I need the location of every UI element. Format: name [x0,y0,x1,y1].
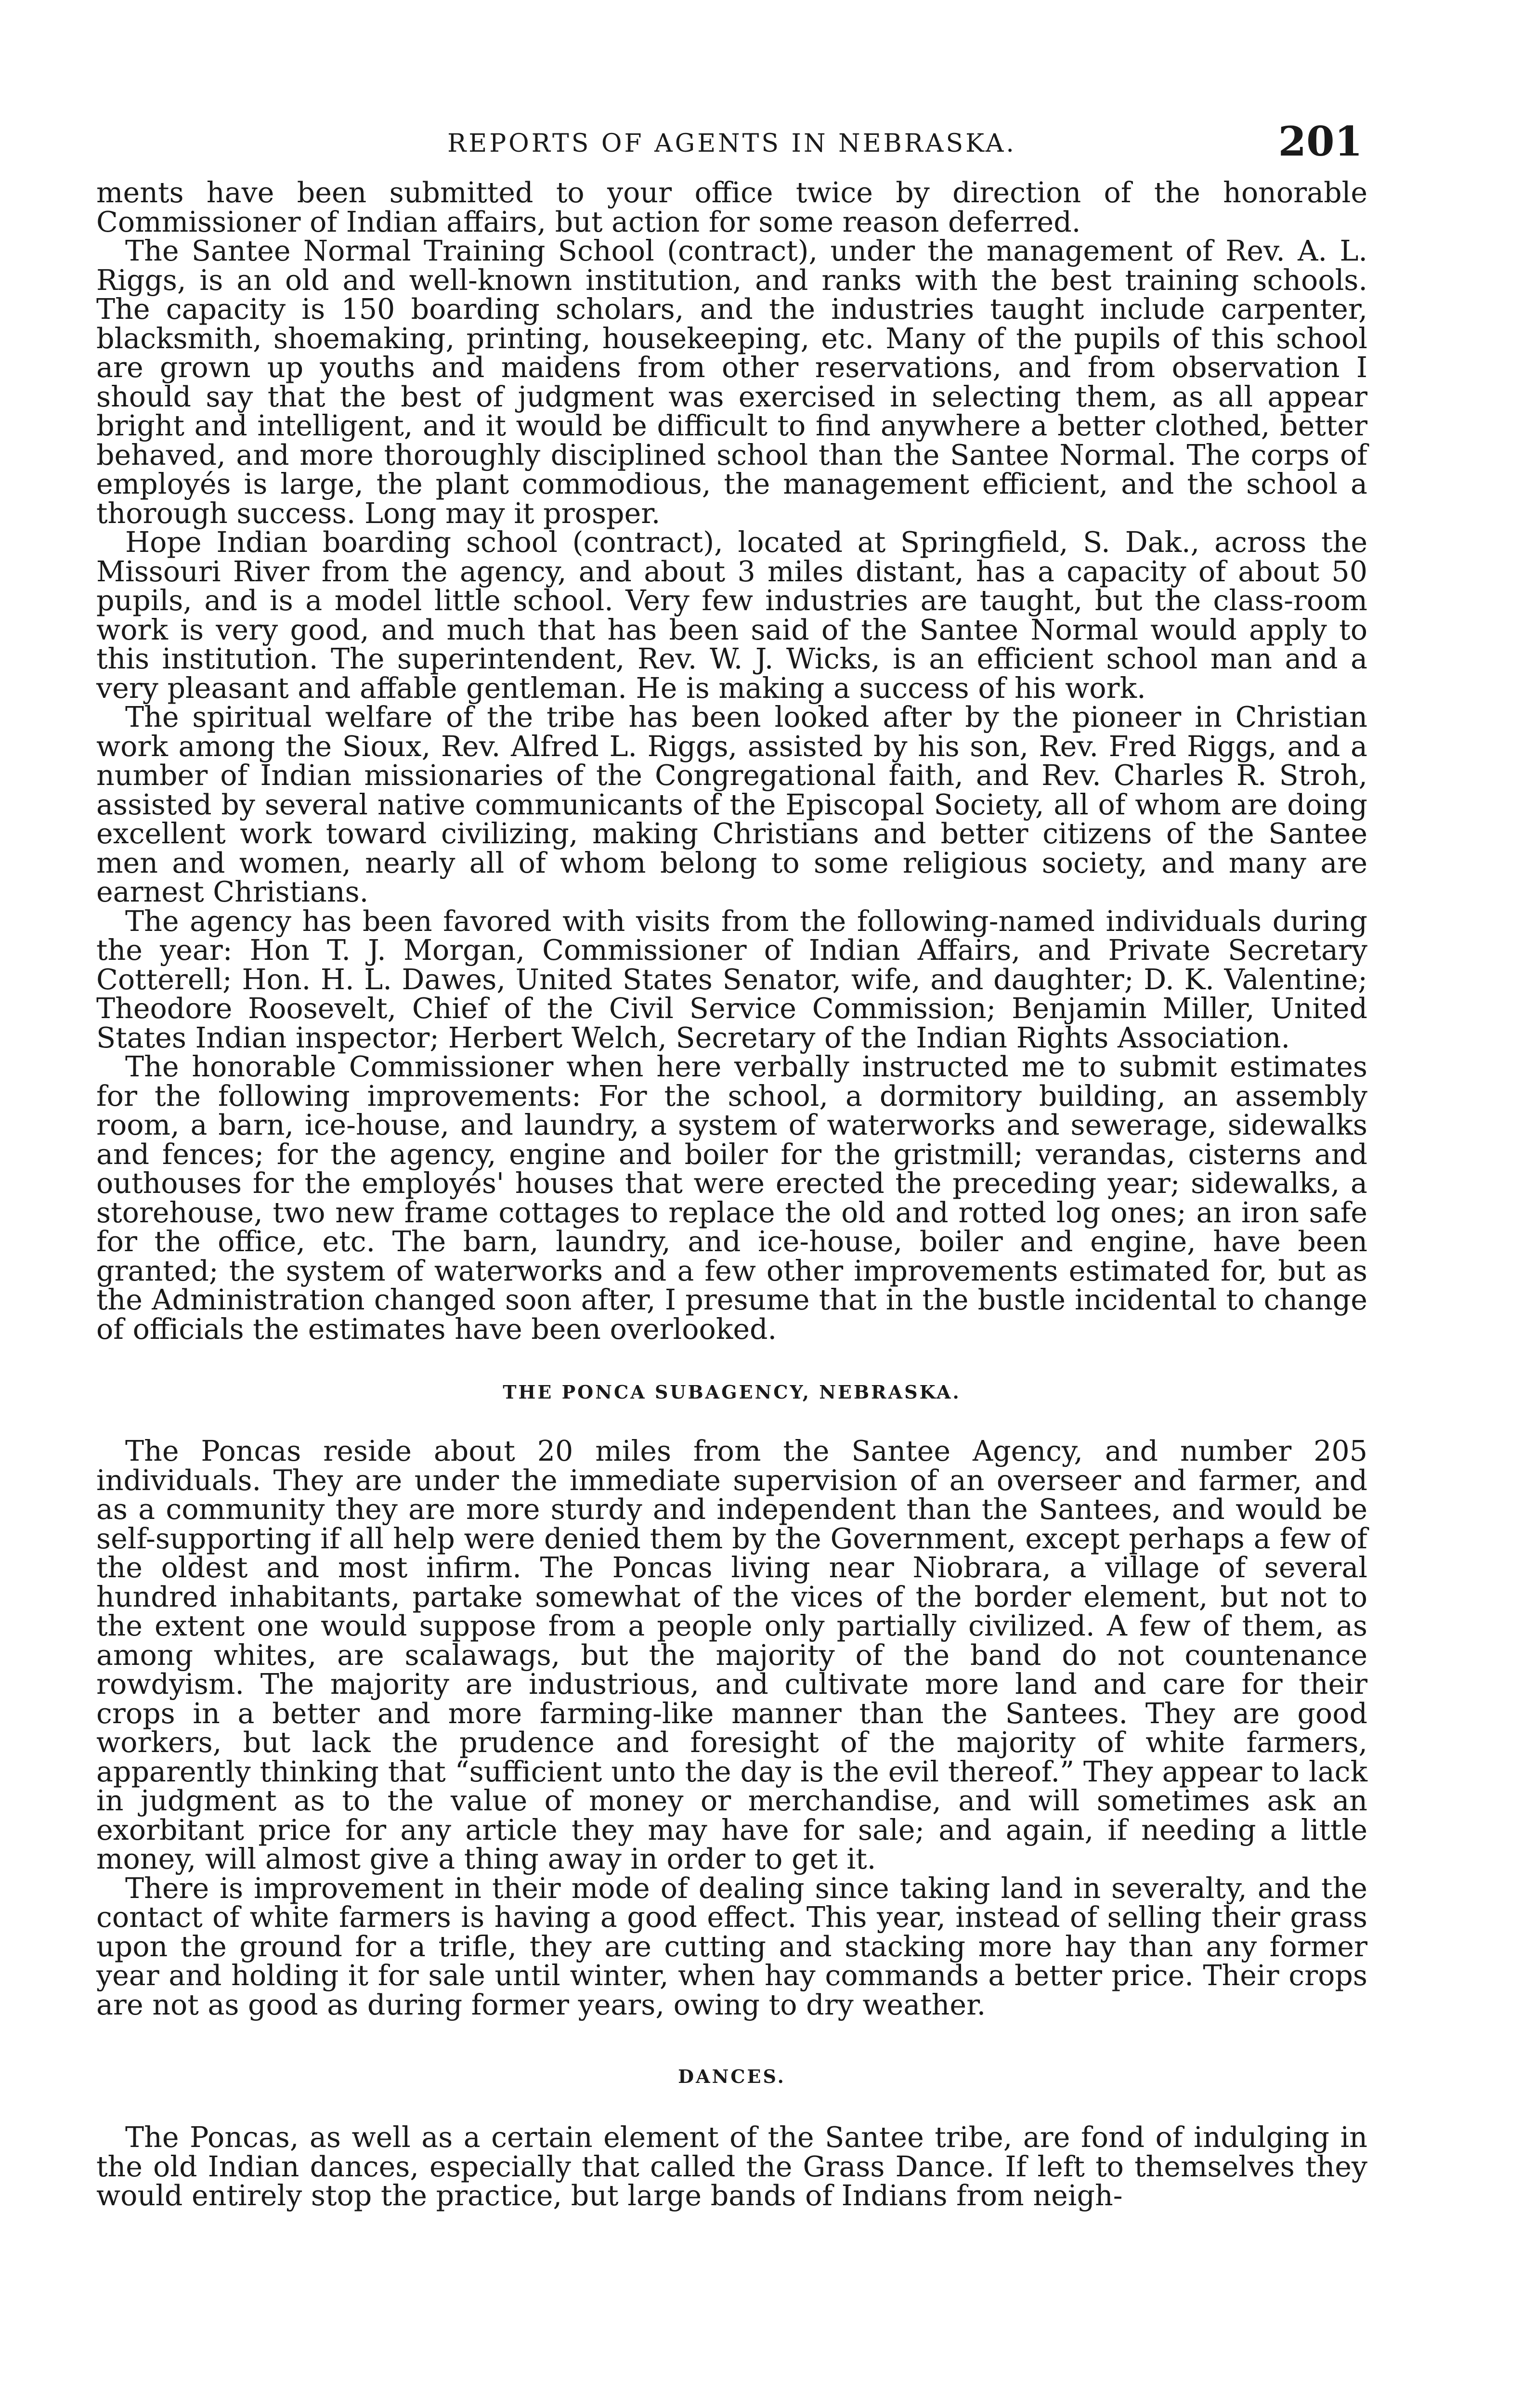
section-heading-dances: DANCES. [678,2066,786,2087]
running-title: REPORTS OF AGENTS IN NEBRASKA. [447,129,1016,158]
paragraph-visitors: The agency has been favored with visits from the following-named individuals during the year: Hon T. J. Morgan, Commissioner of Indian Affairs, and Private Secretary Cotterell; Hon. H. L. Dawes, United States Senator, wife, and daughter; D. K. Valentine; Theodore Roosevelt, Chief of the Civil Service Commission; Benjamin Miller, United States Indian inspector; Herbert Welch, Secretary of the Indian Rights Association. [96,904,1367,1054]
page-number: 201 [1278,118,1363,165]
body-text [96,178,1367,2211]
paragraph-poncas: The Poncas reside about 20 miles from the Santee Agency, and number 205 individuals. They are under the immediate supervision of an overseer and farmer, and as a community they are more sturdy and independent than the Santees, and would be self-supporting if all help were denied them by the Government, except perhaps a few of the oldest and most infirm. The Poncas living near Niobrara, a village of several hundred inhabitants, partake somewhat of the vices of the border element, but not to the extent one would suppose from a people only partially civilized. A few of them, as among whites, are scalawags, but the majority of the band do not countenance rowdyism. The majority are industrious, and cultivate more land and care for their crops in a better and more farming-like manner than the Santees. They are good workers, but lack the prudence and foresight of the majority of white farmers, apparently thinking that “sufficient unto the day is the evil thereof.” They appear to lack in judgment as to the value of money or merchandise, and will sometimes ask an exorbitant price for any article they may have for sale; and again, if needing a little money, will almost give a thing away in order to get it. [96,1435,1367,1875]
paragraph-continued: ments have been submitted to your office twice by direction of the honorable Commissioner of Indian affairs, but action for some reason deferred. [96,176,1367,238]
document-page [96,111,1367,2211]
paragraph-hope-school: Hope Indian boarding school (contract), located at Springfield, S. Dak., across the Missouri River from the agency, and about 3 miles distant, has a capacity of about 50 pupils, and is a model little school. Very few industries are taught, but the class-room work is very good, and much that has been said of the Santee Normal would apply to this institution. The superintendent, Rev. W. J. Wicks, is an efficient school man and a very pleasant and affable gentleman. He is making a success of his work. [96,526,1367,705]
paragraph-dances: The Poncas, as well as a certain element of the Santee tribe, are fond of indulging in the old Indian dances, especially that called the Grass Dance. If left to themselves they would entirely stop the practice, but large bands of Indians from neigh- [96,2121,1367,2212]
section-heading-ponca: THE PONCA SUBAGENCY, NEBRASKA. [503,1381,961,1403]
paragraph-spiritual-welfare: The spiritual welfare of the tribe has been looked after by the pioneer in Christian work among the Sioux, Rev. Alfred L. Riggs, assisted by his son, Rev. Fred Riggs, and a number of Indian missionaries of the Congregational faith, and Rev. Charles R. Stroh, assisted by several native communicants of the Episcopal Society, all of whom are doing excellent work toward civilizing, making Christians and better citizens of the Santee men and women, nearly all of whom belong to some religious society, and many are earnest Christians. [96,701,1367,908]
paragraph-improvement-dealing: There is improvement in their mode of dealing since taking land in severalty, and the contact of white farmers is having a good effect. This year, instead of selling their grass upon the ground for a trifle, they are cutting and stacking more hay than any former year and holding it for sale until winter, when hay commands a better price. Their crops are not as good as during former years, owing to dry weather. [96,1871,1367,2021]
running-head [96,111,1367,178]
paragraph-improvements: The honorable Commissioner when here verbally instructed me to submit estimates for the following improvements: For the school, a dormitory building, an assembly room, a barn, ice-house, and laundry, a system of waterworks and sewerage, sidewalks and fences; for the agency, engine and boiler for the gristmill; verandas, cisterns and outhouses for the employés' houses that were erected the preceding year; sidewalks, a storehouse, two new frame cottages to replace the old and rotted log ones; an iron safe for the office, etc. The barn, laundry, and ice-house, boiler and engine, have been granted; the system of waterworks and a few other improvements estimated for, but as the Administration changed soon after, I presume that in the bustle incidental to change of officials the estimates have been overlooked. [96,1050,1367,1346]
paragraph-santee-normal: The Santee Normal Training School (contract), under the management of Rev. A. L. Riggs, is an old and well-known institution, and ranks with the best training schools. The capacity is 150 boarding scholars, and the industries taught include carpenter, blacksmith, shoemaking, printing, housekeeping, etc. Many of the pupils of this school are grown up youths and maidens from other reservations, and from observation I should say that the best of judgment was exercised in selecting them, as all appear bright and intelligent, and it would be difficult to find anywhere a better clothed, better behaved, and more thoroughly disciplined school than the Santee Normal. The corps of employés is large, the plant commodious, the management efficient, and the school a thorough success. Long may it prosper. [96,235,1367,530]
